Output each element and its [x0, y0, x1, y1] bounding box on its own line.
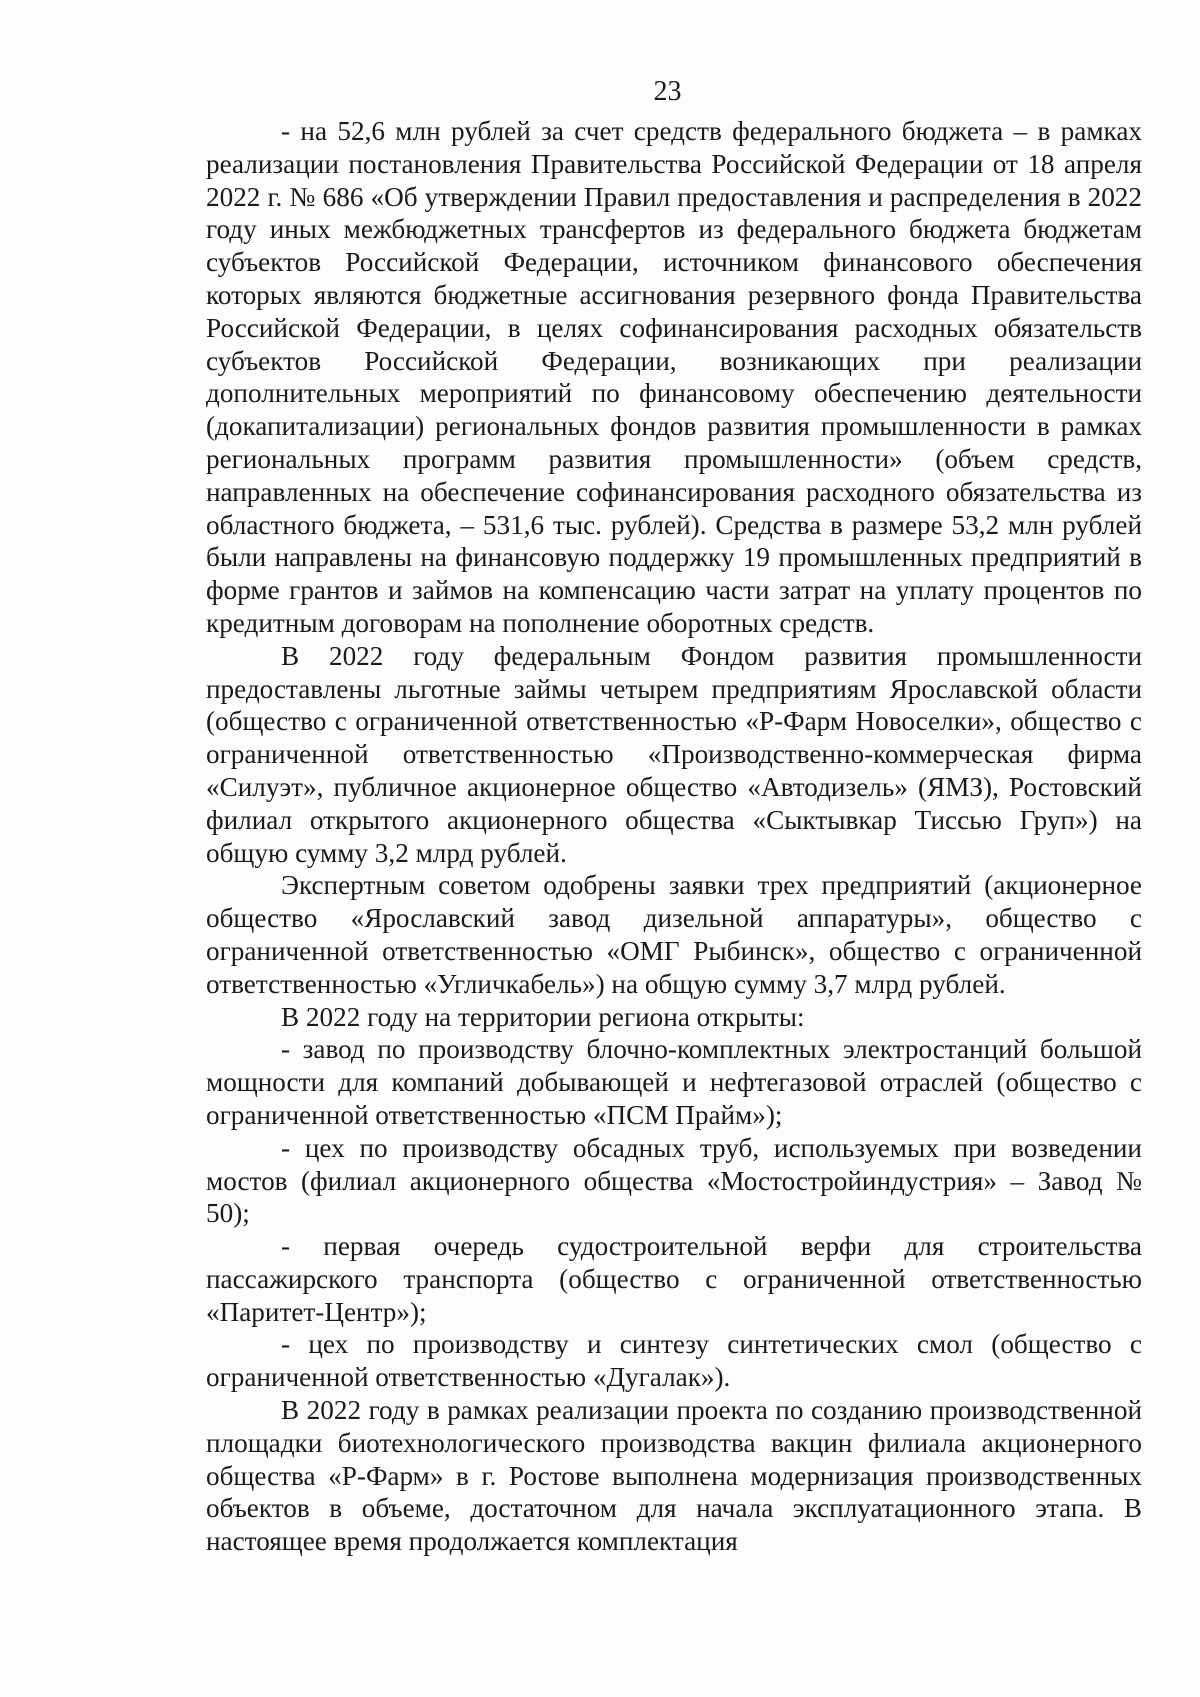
- document-body: [206, 115, 1142, 1558]
- paragraph-federal-budget: - на 52,6 млн рублей за счет средств федерального бюджета – в рамках реализации постановления Правительства Российской Федерации от 18 апреля 2022 г. № 686 «Об утверждении Правил предоставления и распределения в 2022 году иных межбюджетных трансфертов из федерального бюджета бюджетам субъектов Российской Федерации, источником финансового обеспечения которых являются бюджетные ассигнования резервного фонда Правительства Российской Федерации, в целях софинансирования расходных обязательств субъектов Российской Федерации, возникающих при реализации дополнительных мероприятий по финансовому обеспечению деятельности (докапитализации) региональных фондов развития промышленности в рамках региональных программ развития промышленности» (объем средств, направленных на обеспечение софинансирования расходного обязательства из областного бюджета, – 531,6 тыс. рублей). Средства в размере 53,2 млн рублей были направлены на финансовую поддержку 19 промышленных предприятий в форме грантов и займов на компенсацию части затрат на уплату процентов по кредитным договорам на пополнение оборотных средств.: [206, 116, 1142, 638]
- paragraph-expert-council: Экспертным советом одобрены заявки трех предприятий (акционерное общество «Ярославский завод дизельной аппаратуры», общество с ограниченной ответственностью «ОМГ Рыбинск», общество с ограниченной ответственностью «Угличкабель») на общую сумму 3,7 млрд рублей.: [206, 870, 1142, 999]
- page-number: 23: [653, 76, 682, 107]
- list-item-shipyard: - первая очередь судостроительной верфи для строительства пассажирского транспорта (общество с ограниченной ответственностью «Паритет-Центр»);: [206, 1231, 1142, 1327]
- list-item-resin-shop: - цех по производству и синтезу синтетических смол (общество с ограниченной ответственностью «Дугалак»).: [206, 1329, 1142, 1393]
- list-item-pipe-shop: - цех по производству обсадных труб, используемых при возведении мостов (филиал акционерного общества «Мостостройиндустрия» – Завод № 50);: [206, 1132, 1142, 1229]
- paragraph-vaccine-project: В 2022 году в рамках реализации проекта по созданию производственной площадки биотехнологического производства вакцин филиала акционерного общества «Р-Фарм» в г. Ростове выполнена модернизация производственных объектов в объеме, достаточном для начала эксплуатационного этапа. В настоящее время продолжается комплектация: [206, 1395, 1142, 1557]
- list-item-power-plant: - завод по производству блочно-комплектных электростанций большой мощности для компаний добывающей и нефтегазовой отраслей (общество с ограниченной ответственностью «ПСМ Прайм»);: [206, 1034, 1142, 1130]
- paragraph-opened-intro: В 2022 году на территории региона открыты:: [281, 1001, 805, 1032]
- paragraph-preferential-loans: В 2022 году федеральным Фондом развития промышленности предоставлены льготные займы четырем предприятиям Ярославской области (общество с ограниченной ответственностью «Р-Фарм Новоселки», общество с ограниченной ответственностью «Производственно-коммерческая фирма «Силуэт», публичное акционерное общество «Автодизель» (ЯМЗ), Ростовский филиал открытого акционерного общества «Сыктывкар Тиссью Груп») на общую сумму 3,2 млрд рублей.: [206, 640, 1142, 868]
